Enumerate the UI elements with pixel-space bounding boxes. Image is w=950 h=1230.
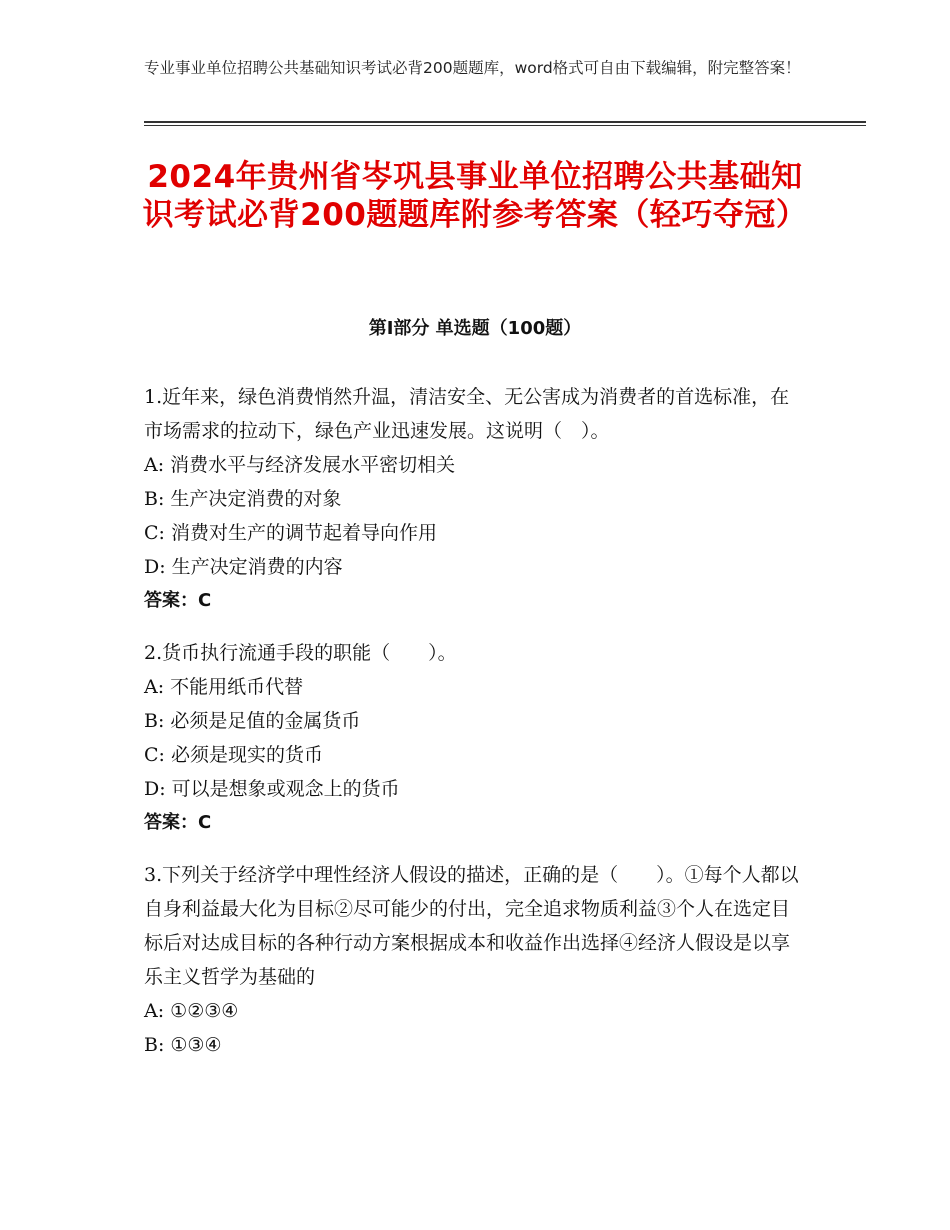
option-b: B: 必须是足值的金属货币 [144, 710, 361, 732]
option-a: A: ①②③④ [144, 1000, 239, 1022]
section-title: 第Ⅰ部分 单选题（100题） [368, 318, 582, 339]
answer: 答案：C [144, 812, 212, 833]
question-stem: 2.货币执行流通手段的职能（ ）。 [144, 642, 457, 664]
question-2 [144, 636, 806, 840]
option-c: C: 必须是现实的货币 [144, 744, 323, 766]
header-rule-thin [144, 125, 866, 126]
question-stem: 1.近年来，绿色消费悄然升温，清洁安全、无公害成为消费者的首选标准，在市场需求的拉动下，绿色产业迅速发展。这说明（ ）。 [144, 386, 790, 442]
option-a: A: 不能用纸币代替 [144, 676, 304, 698]
question-1 [144, 380, 806, 618]
option-d: D: 生产决定消费的内容 [144, 556, 343, 578]
option-b: B: ①③④ [144, 1034, 222, 1056]
question-list [144, 380, 806, 1080]
answer: 答案：C [144, 590, 212, 611]
document-title: 2024年贵州省岑巩县事业单位招聘公共基础知识考试必背200题题库附参考答案（轻巧夺冠） [142, 159, 808, 233]
option-a: A: 消费水平与经济发展水平密切相关 [144, 454, 456, 476]
question-3 [144, 858, 806, 1062]
option-b: B: 生产决定消费的对象 [144, 488, 342, 510]
question-stem: 3.下列关于经济学中理性经济人假设的描述，正确的是（ ）。①每个人都以自身利益最大化为目标②尽可能少的付出，完全追求物质利益③个人在选定目标后对达成目标的各种行动方案根据成本和收益作出选择④经济人假设是以享乐主义哲学为基础的 [144, 864, 799, 988]
option-c: C: 消费对生产的调节起着导向作用 [144, 522, 437, 544]
header-note: 专业事业单位招聘公共基础知识考试必背200题题库，word格式可自由下载编辑，附完整答案！ [144, 59, 801, 77]
option-d: D: 可以是想象或观念上的货币 [144, 778, 400, 800]
header-rule-thick [144, 121, 866, 123]
